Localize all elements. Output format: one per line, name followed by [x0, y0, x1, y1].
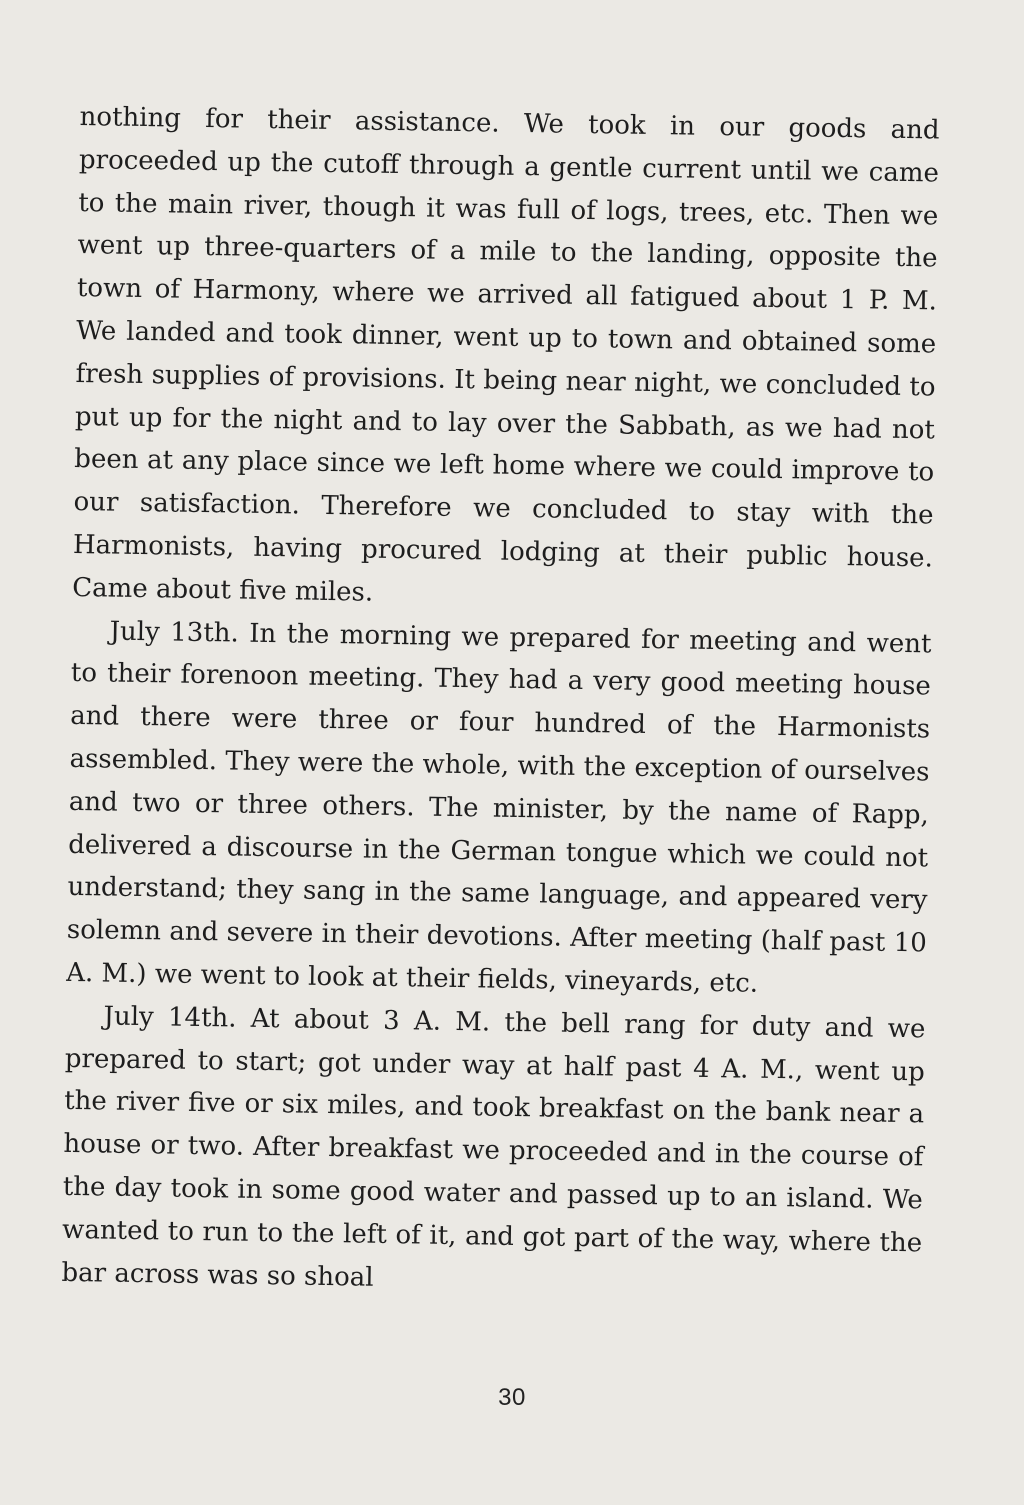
page-number: 30 [498, 1384, 526, 1411]
paragraph: July 14th. At about 3 A. M. the bell rang for duty and we prepared to start; got under way at half past 4 A. M., went up the river five or six miles, and took breakfast on the bank near a house or two. After breakfast we proceeded and in the course of the day took in some good water and passed up to an island. We wanted to run to the left of it, and got part of the way, where the bar across was so shoal [61, 1001, 926, 1293]
paragraph: July 13th. In the morning we prepared for meeting and went to their forenoon meeting. They had a very good meeting house and there were three or four hundred of the Harmonists assembled. They were the whole, with the exception of ourselves and two or three others. The minister, by the name of Rapp, delivered a discourse in the German tongue which we could not understand; they sang in the same language, and appeared very solemn and severe in their devotions. After meeting (half past 10 A. M.) we went to look at their fields, vineyards, etc. [65, 616, 932, 999]
body-text [61, 96, 940, 1308]
paragraph: nothing for their assistance. We took in our goods and proceeded up the cutoff through a gentle current until we came to the main river, though it was full of logs, trees, etc. Then we went up three-quarters of a mile to the landing, opposite the town of Harmony, where we arrived all fatigued about 1 P. M. We landed and took dinner, went up to town and obtained some fresh supplies of provisions. It being near night, we concluded to put up for the night and to lay over the Sabbath, as we had not been at any place since we left home where we could improve to our satisfaction. Therefore we concluded to stay with the Harmonists, having procured lodging at their public house. Came about five miles. [72, 101, 940, 608]
